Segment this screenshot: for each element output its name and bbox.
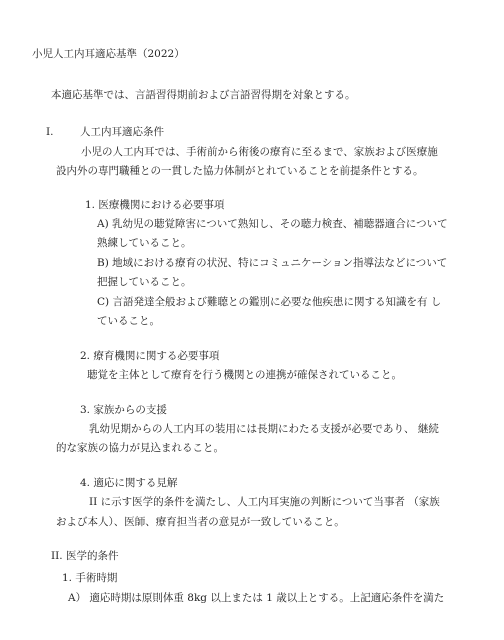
section-1-heading: 人工内耳適応条件 [80,126,164,138]
item-1-c-line: C) 言語発達全般および難聴との鑑別に必要な他疾患に関する知識を有 し [97,296,442,308]
section-2-item-1-a-line: A） 適応時期は原則体重 8kg 以上または 1 歳以上とする。上記適応条件を満た [68,592,445,604]
section-1-numeral: I. [46,126,54,138]
section-1-body-line: 設内外の専門職種との一貫した協力体制がとれていることを前提条件とする。 [56,165,424,177]
item-1-a-line: 熟練していること。 [97,237,192,249]
intro-text: 本適応基準では、言語習得期前および言語習得期を対象とする。 [51,89,356,101]
item-1-b-line: 把握していること。 [97,276,192,288]
document-title: 小児人工内耳適応基準（2022） [32,48,185,60]
item-3-line: 乳幼児期からの人工内耳の装用には長期にわたる支援が必要であり、 継続 [89,423,439,435]
item-3-heading: 3. 家族からの支援 [80,404,167,416]
item-4-line: および本人）、医師、療育担当者の意見が一致していること。 [56,516,345,528]
item-4-heading: 4. 適応に関する見解 [80,477,178,489]
item-2-heading: 2. 療育機関に関する必要事項 [80,350,220,362]
item-1-b-line: B) 地域における療育の状況、特にコミュニケーション指導法などについて [97,257,448,269]
section-2-item-1-heading: 1. 手術時期 [62,572,118,584]
item-1-c-line: ていること。 [97,315,160,327]
item-3-line: 的な家族の協力が見込まれること。 [56,442,224,454]
item-2-line: 聴覚を主体として療育を行う機関との連携が確保されていること。 [87,369,402,381]
item-1-heading: 1. 医療機関における必要事項 [85,199,225,211]
item-4-line: II に示す医学的条件を満たし、人工内耳実施の判断について当事者 （家族 [89,496,440,508]
section-1-body-line: 小児の人工内耳では、手術前から術後の療育に至るまで、家族および医療施 [81,146,438,158]
item-1-a-line: A) 乳幼児の聴覚障害について熟知し、その聴力検査、補聴器適合について [97,218,448,230]
section-2-heading: II. 医学的条件 [51,550,119,562]
